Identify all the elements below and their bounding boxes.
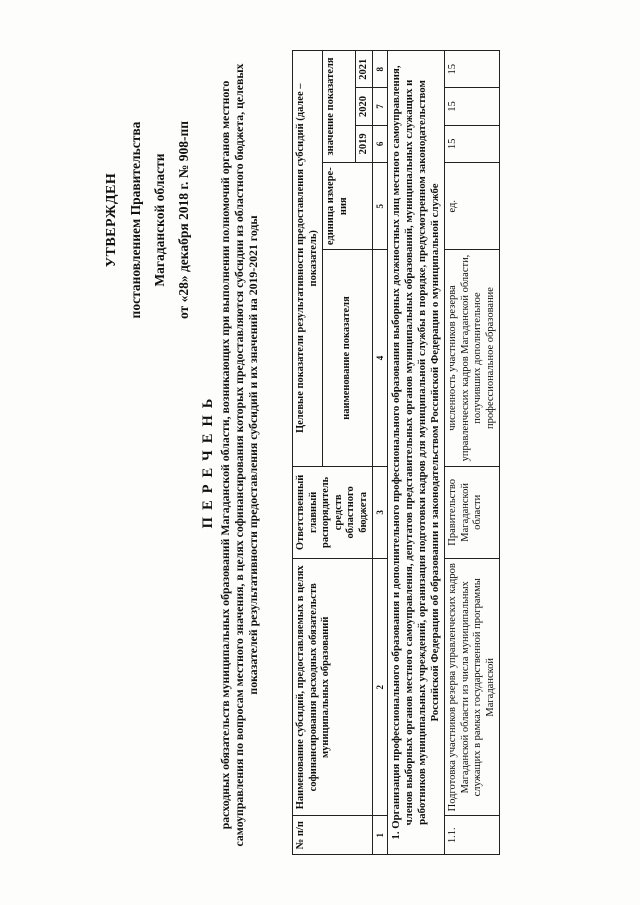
header-indicator-name: наименование показателя bbox=[323, 250, 373, 466]
row-unit: ед. bbox=[445, 162, 500, 249]
approval-line-1: постановлением Правительства bbox=[128, 121, 143, 319]
header-distributor: Ответственный главный распорядитель средств областного бюджета bbox=[293, 466, 373, 559]
subsidy-table bbox=[292, 50, 500, 855]
header-targets: Целевые показатели результативности предоставления субсидий (далее – показатель) bbox=[293, 51, 323, 467]
section-heading: 1. Организация профессионального образования и дополнительного профессионального образования выборных должностных лиц местного самоуправления, членов выборных органов местного самоуправления, депутатов представительных органов муниципальных образований, муниципальных служащих и работников муниципальных учреждений, организация подготовки кадров для муниципальной службы в порядке, предусмотренном законодательством Российской Федерации об образовании и законодательством Российской Федерации о муниципальной службе bbox=[388, 51, 445, 855]
column-number: 3 bbox=[373, 466, 388, 559]
approval-line-2: Магаданской области bbox=[152, 153, 167, 287]
header-subsidy-name: Наименование субсидий, предоставляемых в целях софинансирования расходных обязательств муниципальных образований bbox=[293, 559, 373, 816]
section-row bbox=[388, 51, 445, 855]
column-number: 8 bbox=[373, 51, 388, 88]
row-number: 1.1. bbox=[445, 816, 500, 855]
document-subtitle: расходных обязательств муниципальных образований Магаданской области, возникающих при выполнении полномочий органов местного самоуправления по вопросам местного значения, в целях софинансирования которых предоставляются субсидии из областного бюджета, целевых показателей результативности предоставления субсидий и их значений на 2019-2021 годы bbox=[218, 63, 261, 847]
table-row bbox=[445, 51, 500, 855]
approval-line-3: от «28» декабря 2018 г. № 908-пп bbox=[176, 121, 191, 320]
table-header-row bbox=[293, 51, 323, 855]
header-num: № п/п bbox=[293, 816, 373, 855]
header-unit: единица измере-ния bbox=[323, 162, 373, 249]
column-number: 5 bbox=[373, 162, 388, 249]
row-value-2021: 15 bbox=[445, 51, 500, 88]
row-value-2019: 15 bbox=[445, 125, 500, 162]
row-distributor: Правительство Магаданской области bbox=[445, 466, 500, 559]
header-year-2019: 2019 bbox=[355, 125, 373, 162]
header-values-group: значение показателя bbox=[323, 51, 356, 163]
document-title: ПЕРЕЧЕНЬ bbox=[200, 391, 216, 529]
approval-block bbox=[100, 55, 196, 385]
row-subsidy-name: Подготовка участников резерва управленческих кадров Магаданской области из числа муниципальных служащих в рамках государственной программы Магаданской bbox=[445, 559, 500, 816]
column-number-row bbox=[373, 51, 388, 855]
column-number: 4 bbox=[373, 250, 388, 466]
row-value-2020: 15 bbox=[445, 88, 500, 125]
header-year-2021: 2021 bbox=[355, 51, 373, 88]
row-indicator: численность участников резерва управленческих кадров Магаданской области, получивших дополнительное профессиональное образование bbox=[445, 250, 500, 466]
header-year-2020: 2020 bbox=[355, 88, 373, 125]
column-number: 7 bbox=[373, 88, 388, 125]
approval-heading: УТВЕРЖДЕН bbox=[104, 172, 119, 268]
column-number: 2 bbox=[373, 559, 388, 816]
column-number: 1 bbox=[373, 816, 388, 855]
column-number: 6 bbox=[373, 125, 388, 162]
